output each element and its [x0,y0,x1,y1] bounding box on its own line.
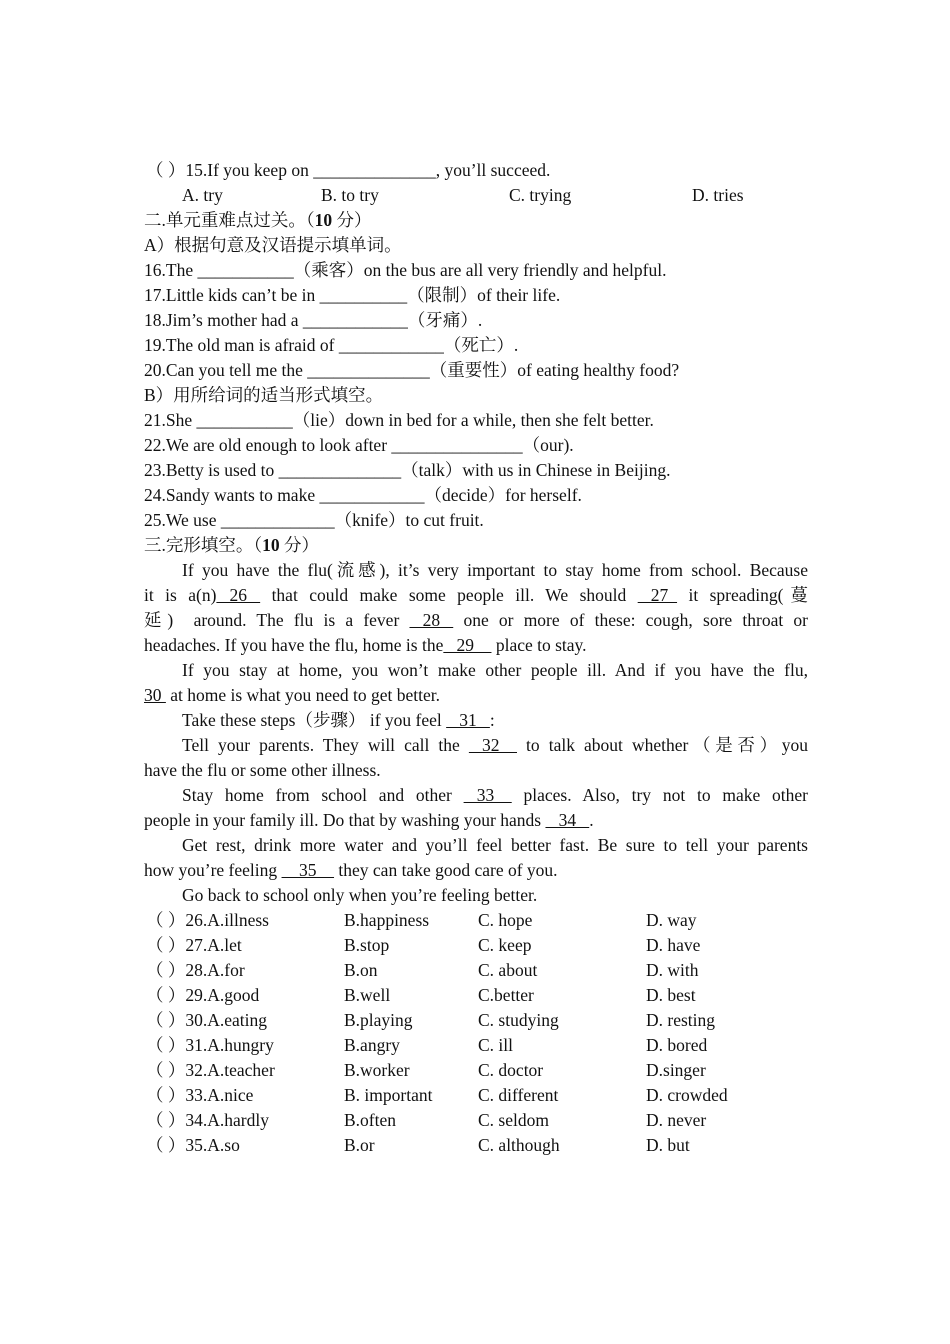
passage-line: If you stay at home, you won’t make other people ill. And if you have the flu, [182,660,808,680]
question-25: 25.We use _____________（knife）to cut fruit. [144,510,484,530]
passage-line: how you’re feeling 35 they can take good care of you. [144,858,808,883]
question-30: （ ）30.A.eating B.playing C. studying D. resting [146,1010,716,1030]
option-a: A. try [182,185,223,205]
blank-34: 34 [545,810,590,830]
cloze-passage [144,558,808,908]
passage-line: it is a(n) 26 that could make some people ill. We should 27 it spreading(蔓 [144,583,808,608]
question-34: （ ）34.A.hardly B.often C. seldom D. never [146,1110,707,1130]
section-2-part-b-instruction: B）用所给词的适当形式填空。 [144,385,384,405]
passage-line: have the flu or some other illness. [144,760,381,780]
question-26: （ ）26.A.illness B.happiness C. hope D. way [146,910,697,930]
blank-35: 35 [281,860,335,880]
blank-33: 33 [463,785,512,805]
blank-30: 30 [144,685,166,705]
question-20: 20.Can you tell me the ______________（重要性）of eating healthy food? [144,360,680,380]
section-3-heading: 三.完形填空。（10 分） [144,535,319,555]
passage-line: 30 at home is what you need to get better. [144,683,808,708]
option-c: C. trying [509,185,572,205]
question-28: （ ）28.A.for B.on C. about D. with [146,960,699,980]
passage-line: headaches. If you have the flu, home is the 29 place to stay. [144,633,808,658]
passage-line: 延) around. The flu is a fever 28 one or more of these: cough, sore throat or [144,608,808,633]
question-24: 24.Sandy wants to make ____________（decide）for herself. [144,485,582,505]
passage-line: Get rest, drink more water and you’ll feel better fast. Be sure to tell your parents [182,835,808,855]
question-22: 22.We are old enough to look after _______________（our). [144,435,574,455]
question-18: 18.Jim’s mother had a ____________（牙痛）. [144,310,483,330]
question-23: 23.Betty is used to ______________（talk）with us in Chinese in Beijing. [144,460,671,480]
question-33: （ ）33.A.nice B. important C. different D. crowded [146,1085,728,1105]
passage-line: If you have the flu(流感), it’s very important to stay home from school. Because [182,560,808,580]
worksheet-page [144,158,808,1158]
passage-line: Take these steps（步骤） if you feel 31 : [144,708,808,733]
question-31: （ ）31.A.hungry B.angry C. ill D. bored [146,1035,708,1055]
question-29: （ ）29.A.good B.well C.better D. best [146,985,696,1005]
option-b: B. to try [321,185,379,205]
question-32: （ ）32.A.teacher B.worker C. doctor D.singer [146,1060,706,1080]
passage-line: Go back to school only when you’re feeling better. [182,885,538,905]
question-35: （ ）35.A.so B.or C. although D. but [146,1135,690,1155]
blank-28: 28 [409,610,454,630]
blank-27: 27 [637,585,678,605]
cloze-questions [144,908,808,1158]
blank-32: 32 [468,735,517,755]
passage-line: Tell your parents. They will call the 32 to talk about whether（是否）you [144,733,808,758]
question-27: （ ）27.A.let B.stop C. keep D. have [146,935,701,955]
blank-29: 29 [443,635,492,655]
question-16: 16.The ___________（乘客）on the bus are all very friendly and helpful. [144,260,667,280]
question-15-stem: （ ）15.If you keep on ______________, you’ll succeed. [146,160,551,180]
question-19: 19.The old man is afraid of ____________（死亡）. [144,335,519,355]
section-2-heading: 二.单元重难点过关。（10 分） [144,210,372,230]
question-21: 21.She ___________（lie）down in bed for a while, then she felt better. [144,410,654,430]
passage-line: Stay home from school and other 33 places. Also, try not to make other [144,783,808,808]
blank-26: 26 [216,585,261,605]
passage-line: people in your family ill. Do that by washing your hands 34 . [144,808,808,833]
blank-31: 31 [446,710,490,730]
question-17: 17.Little kids can’t be in __________（限制）of their life. [144,285,561,305]
question-15-options [144,183,808,208]
section-2-part-a-instruction: A）根据句意及汉语提示填单词。 [144,235,402,255]
option-d: D. tries [692,185,744,205]
